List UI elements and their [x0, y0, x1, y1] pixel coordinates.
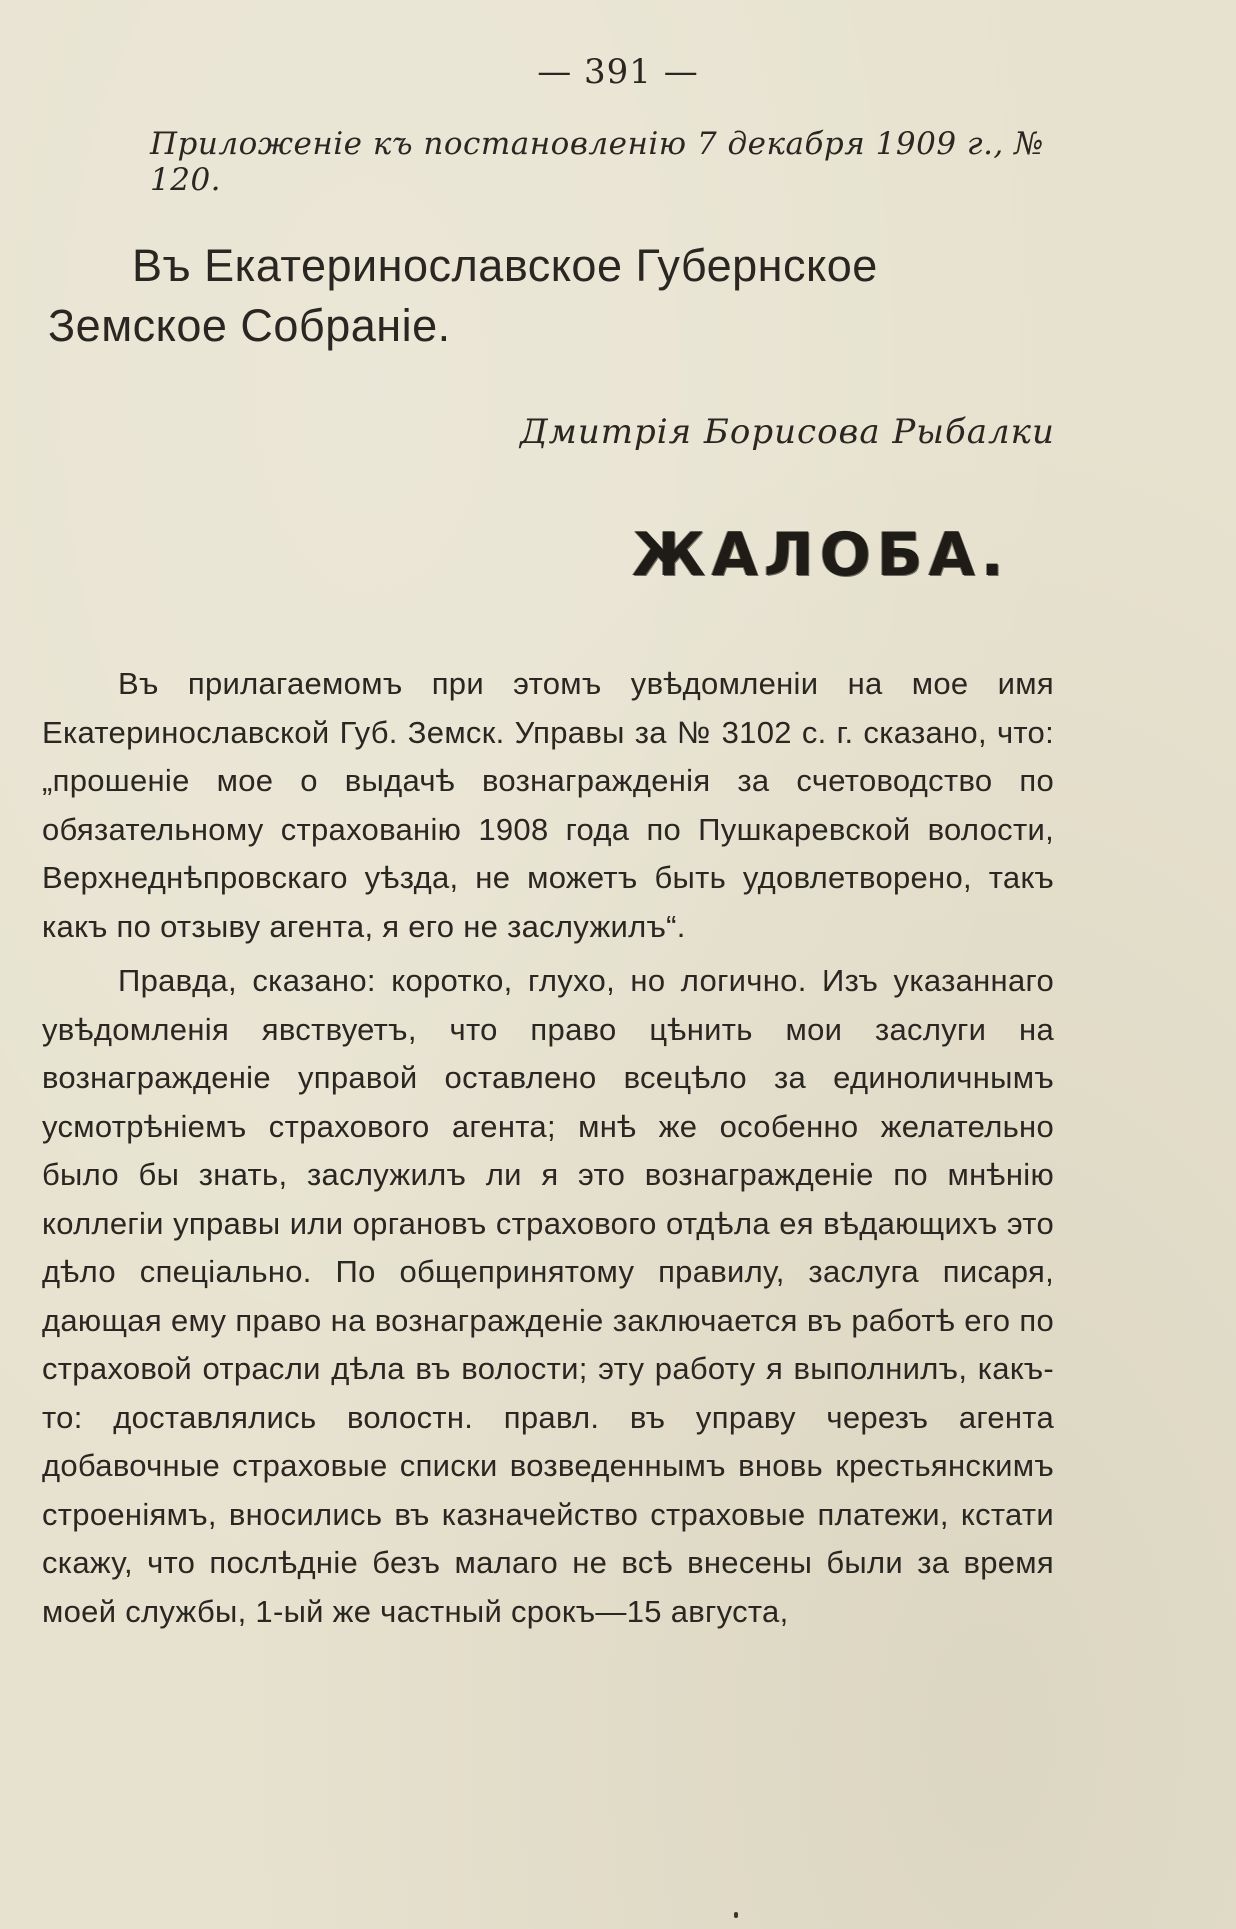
body-text [42, 660, 1054, 1642]
author-line: Дмитрія Борисова Рыбалки [520, 412, 1055, 452]
page-number: — 391 — [537, 52, 699, 92]
ink-speck [734, 1912, 738, 1918]
document-title: ЖАЛОБА. [632, 520, 1010, 590]
addressee-heading: Въ Екатеринославское Губернское Земское Собраніе. [48, 240, 878, 351]
paragraph: Въ прилагаемомъ при этомъ увѣдомленіи на мое имя Екатеринославской Губ. Земск. Управы за № 3102 с. г. сказано, что: „прошеніе мое о выдачѣ вознагражденія за счетоводство по обязательному страхованію 1908 года по Пушкаревской волости, Верхнеднѣпровскаго уѣзда, не можетъ быть удовлетворено, такъ какъ по отзыву агента, я его не заслужилъ“. [42, 666, 1054, 944]
annex-line: Приложеніе къ постановленію 7 декабря 1909 г., № 120. [150, 126, 1044, 198]
paragraph: Правда, сказано: коротко, глухо, но логично. Изъ указаннаго увѣдомленія явствуетъ, что право цѣнить мои заслуги на вознагражденіе управой оставлено всецѣло за единоличнымъ усмотрѣніемъ страхового агента; мнѣ же особенно желательно было бы знать, заслужилъ ли я это вознагражденіе по мнѣнію коллегіи управы или органовъ страхового отдѣла ея вѣдающихъ это дѣло спеціально. По общепринятому правилу, заслуга писаря, дающая ему право на вознагражденіе заключается въ работѣ его по страховой отрасли дѣла въ волости; эту работу я выполнилъ, какъ-то: доставлялись волостн. правл. въ управу черезъ агента добавочные страховые списки возведеннымъ вновь крестьянскимъ строеніямъ, вносились въ казначейство страховые платежи, кстати скажу, что послѣдніе безъ малаго не всѣ внесены были за время моей службы, 1-ый же частный срокъ—15 августа, [42, 963, 1054, 1629]
